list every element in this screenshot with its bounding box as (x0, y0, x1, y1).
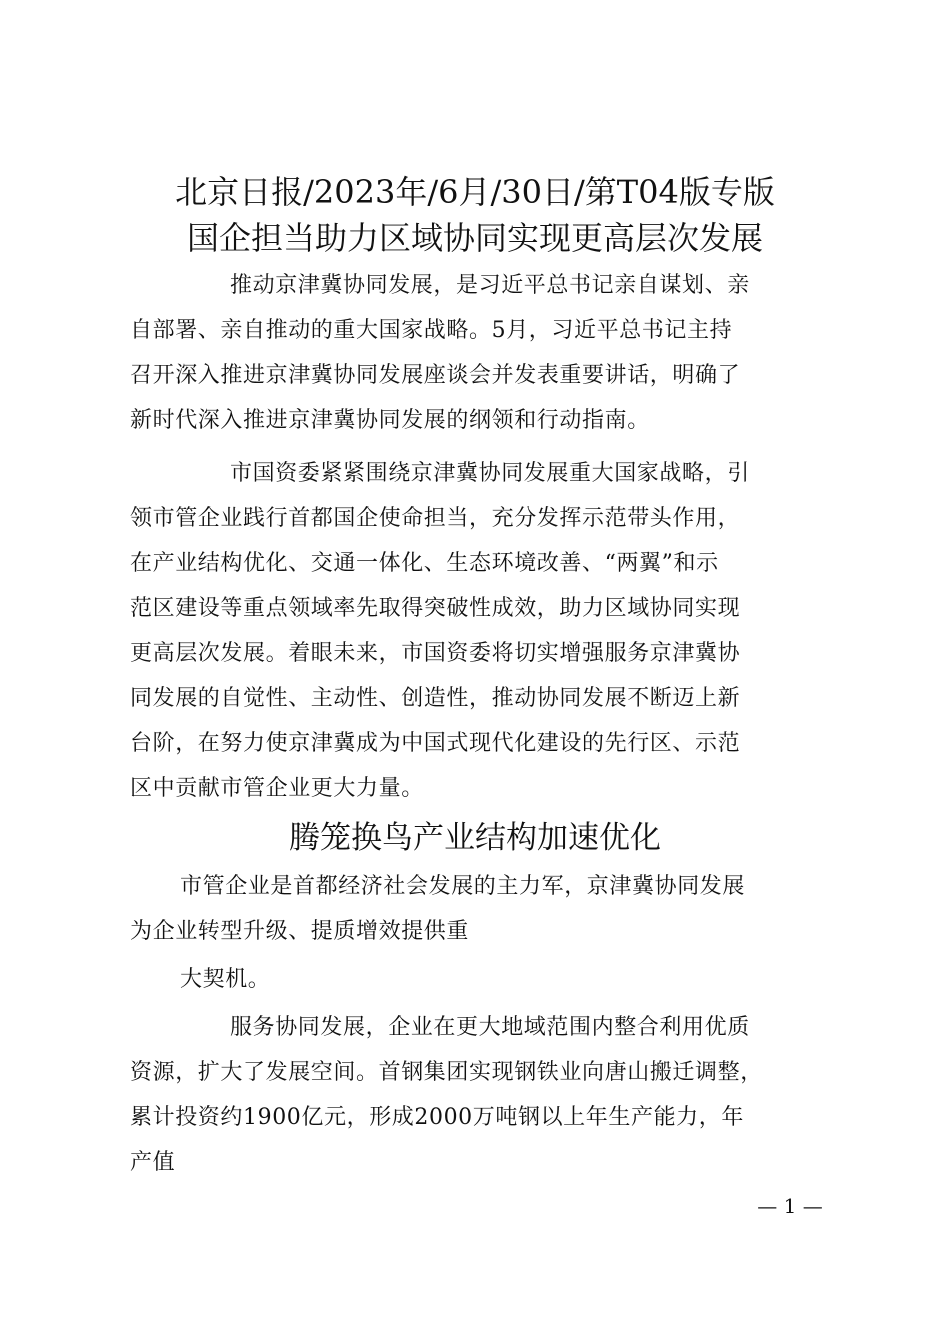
text-line: 同发展的自觉性、主动性、创造性，推动协同发展不断迈上新 (130, 686, 741, 711)
text-line: 区中贡献市管企业更大力量。 (130, 776, 424, 801)
text-line: 领市管企业践行首都国企使命担当，充分发挥示范带头作用， (130, 506, 741, 531)
text-line: 服务协同发展，企业在更大地域范围内整合利用优质 (230, 1015, 750, 1040)
text-line: 累计投资约1900亿元，形成2000万吨钢以上年生产能力，年 (130, 1105, 744, 1130)
page-number: — 1 — (757, 1194, 823, 1218)
text-line: 推动京津冀协同发展，是习近平总书记亲自谋划、亲 (230, 273, 750, 298)
text-line: 为企业转型升级、提质增效提供重 (130, 919, 470, 944)
text-line: 范区建设等重点领域率先取得突破性成效，助力区域协同实现 (130, 596, 741, 621)
text-line: 在产业结构优化、交通一体化、生态环境改善、“两翼”和示 (130, 551, 719, 576)
text-line: 台阶，在努力使京津冀成为中国式现代化建设的先行区、示范 (130, 731, 741, 756)
text-line: 更高层次发展。着眼未来，市国资委将切实增强服务京津冀协 (130, 641, 741, 666)
page-title: 国企担当助力区域协同实现更高层次发展 (186, 219, 763, 257)
text-line: 自部署、亲自推动的重大国家战略。5月，习近平总书记主持 (130, 318, 733, 343)
text-line: 产值 (130, 1150, 176, 1175)
text-line: 市国资委紧紧围绕京津冀协同发展重大国家战略，引 (230, 461, 750, 486)
text-line: 市管企业是首都经济社会发展的主力军，京津冀协同发展 (180, 874, 746, 899)
section-heading: 腾笼换鸟产业结构加速优化 (289, 820, 661, 856)
text-line: 新时代深入推进京津冀协同发展的纲领和行动指南。 (130, 408, 650, 433)
text-line: 大契机。 (180, 967, 271, 992)
text-line: 召开深入推进京津冀协同发展座谈会并发表重要讲话，明确了 (130, 363, 741, 388)
text-line: 资源，扩大了发展空间。首钢集团实现钢铁业向唐山搬迁调整， (130, 1060, 763, 1085)
source-line: 北京日报/2023年/6月/30日/第T04版专版 (175, 173, 775, 211)
